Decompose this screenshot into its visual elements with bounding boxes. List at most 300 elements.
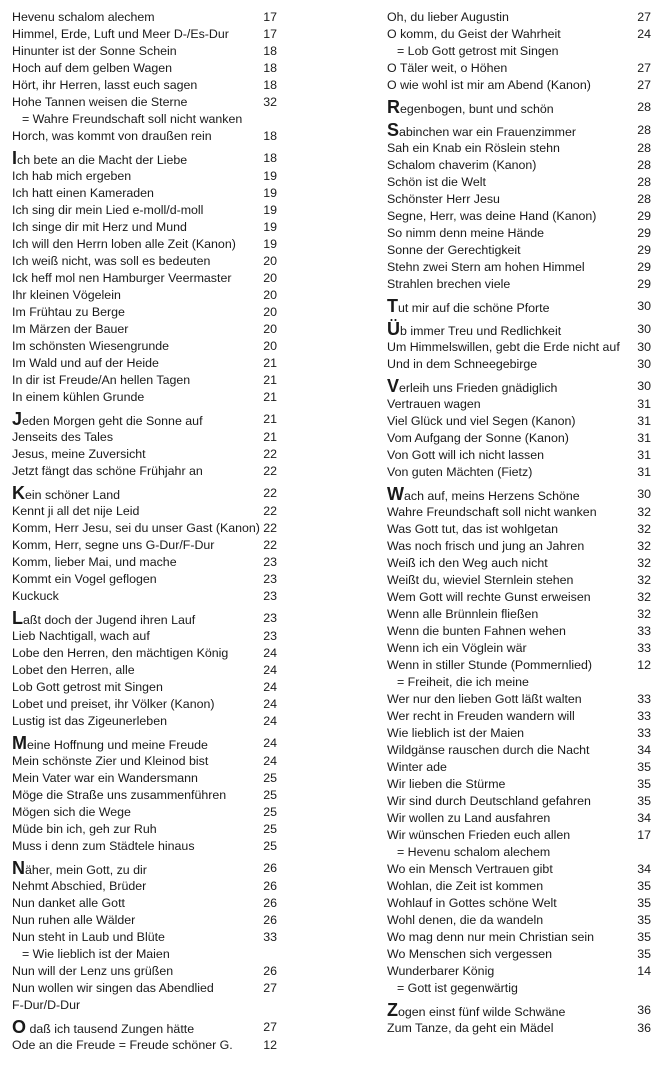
entry-page-number: 31 [637, 397, 651, 411]
entry-title [387, 297, 550, 318]
section-initial: R [387, 97, 400, 117]
entry-page-number: 36 [637, 1021, 651, 1035]
entry-title-rest: eine Hoffnung und meine Freude [27, 738, 208, 752]
entry-page-number: 31 [637, 465, 651, 479]
entry-page-number: 28 [637, 158, 651, 172]
index-entry [12, 463, 277, 480]
index-entry [387, 464, 651, 481]
index-entry [12, 859, 277, 878]
index-entry [12, 520, 277, 537]
entry-title: So nimm denn meine Hände [387, 226, 545, 240]
index-entry [12, 645, 277, 662]
entry-page-number: 32 [637, 522, 651, 536]
entry-title: Kommt ein Vogel geflogen [12, 572, 157, 586]
entry-title: Mein schönste Zier und Kleinod bist [12, 754, 209, 768]
index-entry [387, 242, 651, 259]
entry-title-rest: eden Morgen geht die Sonne auf [22, 414, 203, 428]
entry-page-number: 22 [263, 464, 277, 478]
entry-title: Lobet den Herren, alle [12, 663, 135, 677]
index-entry [12, 821, 277, 838]
entry-page-number: 24 [637, 27, 651, 41]
entry-title: Strahlen brechen viele [387, 277, 511, 291]
entry-title-rest: äher, mein Gott, zu dir [25, 863, 147, 877]
entry-page-number: 25 [263, 788, 277, 802]
index-entry [12, 609, 277, 628]
index-entry [387, 208, 651, 225]
entry-title: Ich singe dir mit Herz und Mund [12, 220, 187, 234]
index-entry [387, 742, 651, 759]
entry-page-number: 25 [263, 771, 277, 785]
index-entry [387, 708, 651, 725]
index-entry [387, 793, 651, 810]
entry-title-rest: aßt doch der Jugend ihren Lauf [23, 613, 196, 627]
entry-page-number: 33 [263, 930, 277, 944]
entry-page-number: 35 [637, 760, 651, 774]
entry-title-rest: erleih uns Frieden gnädiglich [399, 381, 558, 395]
entry-page-number: 26 [263, 879, 277, 893]
entry-title [12, 484, 120, 505]
entry-title: Wenn in stiller Stunde (Pommernlied) [387, 658, 592, 672]
entry-title: O wie wohl ist mir am Abend (Kanon) [387, 78, 591, 92]
entry-page-number: 28 [637, 123, 651, 137]
entry-page-number: 32 [637, 556, 651, 570]
entry-title: Ick heff mol nen Hamburger Veermaster [12, 271, 232, 285]
entry-title [387, 1001, 565, 1022]
entry-page-number: 21 [263, 390, 277, 404]
index-entry [12, 26, 277, 43]
index-entry [12, 287, 277, 304]
index-entry [387, 725, 651, 742]
index-entry [387, 657, 651, 674]
entry-title-rest: ogen einst fünf wilde Schwäne [398, 1005, 566, 1019]
entry-title: Wildgänse rauschen durch die Nacht [387, 743, 590, 757]
index-entry [387, 77, 651, 94]
entry-title: Schön ist die Welt [387, 175, 486, 189]
entry-page-number: 14 [637, 964, 651, 978]
entry-page-number: 30 [637, 299, 651, 313]
index-entry [387, 1001, 651, 1020]
section-initial: Ü [387, 319, 400, 339]
entry-page-number: 35 [637, 947, 651, 961]
entry-page-number: 21 [263, 412, 277, 426]
entry-title: Wer recht in Freuden wandern will [387, 709, 575, 723]
index-entry [12, 554, 277, 571]
entry-title: Wie lieblich ist der Maien [387, 726, 525, 740]
section-initial: O [12, 1017, 27, 1037]
entry-page-number: 25 [263, 805, 277, 819]
entry-page-number: 20 [263, 339, 277, 353]
entry-page-number: 19 [263, 169, 277, 183]
entry-page-number: 26 [263, 964, 277, 978]
entry-page-number: 20 [263, 322, 277, 336]
index-entry [12, 446, 277, 463]
entry-title: Im Märzen der Bauer [12, 322, 129, 336]
index-entry [12, 628, 277, 645]
index-entry [12, 734, 277, 753]
index-entry [12, 679, 277, 696]
index-entry [12, 9, 277, 26]
index-entry [12, 912, 277, 929]
entry-title [12, 149, 187, 170]
entry-title: Mein Vater war ein Wandersmann [12, 771, 198, 785]
index-entry [12, 304, 277, 321]
entry-title: Im Frühtau zu Berge [12, 305, 125, 319]
index-entry [387, 861, 651, 878]
entry-page-number: 24 [263, 754, 277, 768]
entry-page-number: 24 [263, 714, 277, 728]
index-entry [12, 980, 277, 997]
entry-title: Wir sind durch Deutschland gefahren [387, 794, 591, 808]
index-entry [387, 140, 651, 157]
entry-title: Ich sing dir mein Lied e-moll/d-moll [12, 203, 204, 217]
index-entry [12, 929, 277, 946]
entry-title: Im Wald und auf der Heide [12, 356, 159, 370]
entry-page-number: 29 [637, 226, 651, 240]
index-entry [387, 297, 651, 316]
entry-title: Was noch frisch und jung an Jahren [387, 539, 585, 553]
index-entry [12, 149, 277, 168]
entry-title: Schalom chaverim (Kanon) [387, 158, 537, 172]
entry-title: Von Gott will ich nicht lassen [387, 448, 545, 462]
entry-page-number: 23 [263, 629, 277, 643]
index-cross-reference [387, 980, 651, 997]
index-cross-reference [387, 844, 651, 861]
index-entry [12, 389, 277, 406]
index-entry [387, 691, 651, 708]
section-initial: Z [387, 1000, 398, 1020]
entry-page-number: 21 [263, 356, 277, 370]
entry-page-number: 22 [263, 486, 277, 500]
index-entry [387, 225, 651, 242]
entry-title: In dir ist Freude/An hellen Tagen [12, 373, 191, 387]
entry-page-number: 17 [263, 10, 277, 24]
entry-page-number: 18 [263, 151, 277, 165]
index-entry [12, 770, 277, 787]
index-entry [387, 413, 651, 430]
entry-page-number: 30 [637, 322, 651, 336]
entry-title [387, 485, 580, 506]
entry-page-number: 19 [263, 186, 277, 200]
entry-page-number: 32 [637, 607, 651, 621]
entry-title: Lustig ist das Zigeunerleben [12, 714, 167, 728]
index-entry [12, 588, 277, 605]
entry-title: = Freiheit, die ich meine [397, 675, 529, 689]
index-entry [12, 219, 277, 236]
entry-page-number: 19 [263, 237, 277, 251]
entry-page-number: 25 [263, 839, 277, 853]
index-entry [12, 236, 277, 253]
entry-page-number: 28 [637, 192, 651, 206]
entry-page-number: 29 [637, 209, 651, 223]
entry-page-number: 17 [637, 828, 651, 842]
entry-title: O komm, du Geist der Wahrheit [387, 27, 561, 41]
index-entry [12, 128, 277, 145]
index-entry [12, 662, 277, 679]
index-entry [387, 26, 651, 43]
index-entry [387, 827, 651, 844]
entry-page-number: 35 [637, 913, 651, 927]
entry-title: Jesus, meine Zuversicht [12, 447, 146, 461]
index-entry [12, 410, 277, 429]
entry-page-number: 24 [263, 680, 277, 694]
entry-title: Kuckuck [12, 589, 59, 603]
index-entry [12, 60, 277, 77]
index-entry [12, 270, 277, 287]
entry-title: Müde bin ich, geh zur Ruh [12, 822, 157, 836]
entry-title: Wo Menschen sich vergessen [387, 947, 553, 961]
entry-page-number: 18 [263, 78, 277, 92]
entry-title: Wem Gott will rechte Gunst erweisen [387, 590, 591, 604]
entry-title: Ich hatt einen Kameraden [12, 186, 154, 200]
entry-title: = Wahre Freundschaft soll nicht wanken [22, 112, 243, 126]
index-entry [387, 259, 651, 276]
entry-page-number: 23 [263, 555, 277, 569]
entry-page-number: 19 [263, 220, 277, 234]
index-entry [387, 963, 651, 980]
entry-page-number: 33 [637, 641, 651, 655]
entry-page-number: 27 [637, 61, 651, 75]
entry-title: Ode an die Freude = Freude schöner G. [12, 1038, 233, 1052]
entry-page-number: 20 [263, 271, 277, 285]
entry-title: Komm, lieber Mai, und mache [12, 555, 177, 569]
entry-title: Zum Tanze, da geht ein Mädel [387, 1021, 554, 1035]
index-entry [387, 912, 651, 929]
index-entry [12, 253, 277, 270]
entry-title: Vom Aufgang der Sonne (Kanon) [387, 431, 569, 445]
index-entry [387, 776, 651, 793]
entry-page-number: 30 [637, 340, 651, 354]
entry-title: Wenn die bunten Fahnen wehen [387, 624, 566, 638]
index-entry [387, 157, 651, 174]
entry-title: Wohlauf in Gottes schöne Welt [387, 896, 557, 910]
index-entry [387, 1020, 651, 1037]
entry-title: Wir wollen zu Land ausfahren [387, 811, 551, 825]
entry-title: Mögen sich die Wege [12, 805, 131, 819]
index-cross-reference [12, 946, 277, 963]
entry-title: Wahre Freundschaft soll nicht wanken [387, 505, 597, 519]
entry-page-number: 18 [263, 44, 277, 58]
entry-page-number: 21 [263, 430, 277, 444]
entry-title: F-Dur/D-Dur [12, 998, 81, 1012]
entry-title: Wohl denen, die da wandeln [387, 913, 544, 927]
entry-title: Viel Glück und viel Segen (Kanon) [387, 414, 576, 428]
entry-page-number: 32 [637, 539, 651, 553]
index-entry [12, 43, 277, 60]
entry-title: Nun ruhen alle Wälder [12, 913, 136, 927]
index-entry [12, 537, 277, 554]
entry-title: Jenseits des Tales [12, 430, 114, 444]
index-entry [387, 521, 651, 538]
entry-page-number: 26 [263, 861, 277, 875]
entry-page-number: 26 [263, 896, 277, 910]
index-entry [12, 753, 277, 770]
entry-title: Hoch auf dem gelben Wagen [12, 61, 173, 75]
entry-page-number: 22 [263, 504, 277, 518]
index-entry [387, 606, 651, 623]
entry-title-rest: ch bete an die Macht der Liebe [17, 153, 188, 167]
index-entry [387, 878, 651, 895]
index-entry [387, 640, 651, 657]
entry-page-number: 35 [637, 896, 651, 910]
index-entry [387, 759, 651, 776]
entry-page-number: 36 [637, 1003, 651, 1017]
entry-title-rest: b immer Treu und Redlichkeit [400, 324, 562, 338]
entry-title: Lieb Nachtigall, wach auf [12, 629, 150, 643]
entry-page-number: 22 [263, 521, 277, 535]
entry-page-number: 28 [637, 141, 651, 155]
entry-page-number: 33 [637, 624, 651, 638]
entry-page-number: 18 [263, 129, 277, 143]
index-entry [387, 430, 651, 447]
entry-page-number: 31 [637, 414, 651, 428]
section-initial: K [12, 483, 25, 503]
entry-page-number: 24 [263, 663, 277, 677]
entry-title: Hevenu schalom alechem [12, 10, 155, 24]
entry-page-number: 34 [637, 743, 651, 757]
index-entry [387, 174, 651, 191]
entry-title-rest: ein schöner Land [25, 488, 121, 502]
entry-page-number: 24 [263, 697, 277, 711]
entry-title: Ich weiß nicht, was soll es bedeuten [12, 254, 211, 268]
entry-title: Wir lieben die Stürme [387, 777, 506, 791]
entry-page-number: 31 [637, 448, 651, 462]
index-entry [387, 485, 651, 504]
entry-title: In einem kühlen Grunde [12, 390, 145, 404]
index-entry [12, 321, 277, 338]
entry-title: Hört, ihr Herren, lasst euch sagen [12, 78, 198, 92]
entry-title: Weißt du, wieviel Sternlein stehen [387, 573, 574, 587]
entry-page-number: 35 [637, 777, 651, 791]
entry-title: Komm, Herr Jesu, sei du unser Gast (Kanon) [12, 521, 260, 535]
entry-title: Nun steht in Laub und Blüte [12, 930, 165, 944]
entry-title: Und in dem Schneegebirge [387, 357, 538, 371]
entry-page-number: 34 [637, 811, 651, 825]
entry-title: Wo ein Mensch Vertrauen gibt [387, 862, 553, 876]
entry-title: Möge die Straße uns zusammenführen [12, 788, 227, 802]
index-entry [12, 571, 277, 588]
section-initial: S [387, 120, 400, 140]
section-initial: J [12, 409, 23, 429]
entry-page-number: 20 [263, 305, 277, 319]
entry-title: Wo mag denn nur mein Christian sein [387, 930, 595, 944]
index-entry [12, 1037, 277, 1054]
index-entry [387, 276, 651, 293]
entry-title: Nun danket alle Gott [12, 896, 125, 910]
entry-page-number: 30 [637, 487, 651, 501]
entry-page-number: 17 [263, 27, 277, 41]
entry-page-number: 31 [637, 431, 651, 445]
entry-title [387, 121, 576, 142]
entry-title [387, 377, 557, 398]
index-cross-reference [387, 43, 651, 60]
entry-title: Kennt ji all det nije Leid [12, 504, 140, 518]
index-entry [12, 355, 277, 372]
index-entry [12, 77, 277, 94]
index-entry [387, 810, 651, 827]
entry-title: Hinunter ist der Sonne Schein [12, 44, 177, 58]
index-entry [12, 1018, 277, 1037]
entry-page-number: 20 [263, 254, 277, 268]
entry-page-number: 23 [263, 611, 277, 625]
entry-page-number: 34 [637, 862, 651, 876]
entry-page-number: 29 [637, 260, 651, 274]
entry-title [387, 98, 554, 119]
index-entry [387, 98, 651, 117]
entry-title: Um Himmelswillen, gebt die Erde nicht auf [387, 340, 620, 354]
entry-title: Ich will den Herrn loben alle Zeit (Kanon) [12, 237, 236, 251]
entry-title: Horch, was kommt von draußen rein [12, 129, 212, 143]
index-entry [387, 121, 651, 140]
entry-title: Lob Gott getrost mit Singen [12, 680, 163, 694]
index-entry [12, 429, 277, 446]
entry-title-rest: ut mir auf die schöne Pforte [398, 301, 550, 315]
entry-page-number: 27 [637, 78, 651, 92]
entry-page-number: 30 [637, 379, 651, 393]
section-initial: L [12, 608, 23, 628]
entry-title: Sah ein Knab ein Röslein stehn [387, 141, 560, 155]
entry-page-number: 32 [263, 95, 277, 109]
entry-title: Lobet und preiset, ihr Völker (Kanon) [12, 697, 215, 711]
index-entry [387, 895, 651, 912]
entry-title: Schönster Herr Jesu [387, 192, 500, 206]
index-cross-reference [387, 674, 651, 691]
index-entry [387, 377, 651, 396]
index-entry [387, 589, 651, 606]
entry-title: = Gott ist gegenwärtig [397, 981, 518, 995]
entry-title: Nun wollen wir singen das Abendlied [12, 981, 214, 995]
entry-page-number: 20 [263, 288, 277, 302]
section-initial: V [387, 376, 400, 396]
index-entry [387, 447, 651, 464]
entry-title-rest: egenbogen, bunt und schön [400, 102, 554, 116]
index-entry [387, 9, 651, 26]
entry-page-number: 27 [637, 10, 651, 24]
entry-page-number: 26 [263, 913, 277, 927]
entry-title: Was Gott tut, das ist wohlgetan [387, 522, 559, 536]
index-entry [387, 929, 651, 946]
index-entry [12, 503, 277, 520]
entry-title: Wohlan, die Zeit ist kommen [387, 879, 544, 893]
index-entry [12, 997, 277, 1014]
entry-title: Segne, Herr, was deine Hand (Kanon) [387, 209, 597, 223]
entry-page-number: 29 [637, 243, 651, 257]
entry-page-number: 35 [637, 930, 651, 944]
entry-page-number: 32 [637, 505, 651, 519]
index-entry [12, 838, 277, 855]
index-entry [387, 623, 651, 640]
index-column-left [12, 9, 277, 1054]
index-entry [12, 713, 277, 730]
section-initial: I [12, 148, 18, 168]
entry-page-number: 23 [263, 589, 277, 603]
entry-title-rest: ach auf, meins Herzens Schöne [404, 489, 580, 503]
section-initial: N [12, 858, 25, 878]
index-entry [12, 372, 277, 389]
entry-title: Nun will der Lenz uns grüßen [12, 964, 174, 978]
entry-title: Weiß ich den Weg auch nicht [387, 556, 548, 570]
entry-title [387, 320, 561, 341]
entry-title: Komm, Herr, segne uns G-Dur/F-Dur [12, 538, 215, 552]
index-entry [12, 963, 277, 980]
index-entry [387, 504, 651, 521]
entry-page-number: 29 [637, 277, 651, 291]
entry-title: Wer nur den lieben Gott läßt walten [387, 692, 582, 706]
entry-title: Wunderbarer König [387, 964, 495, 978]
section-initial: M [12, 733, 27, 753]
index-entry [387, 191, 651, 208]
entry-page-number: 21 [263, 373, 277, 387]
index-entry [387, 946, 651, 963]
